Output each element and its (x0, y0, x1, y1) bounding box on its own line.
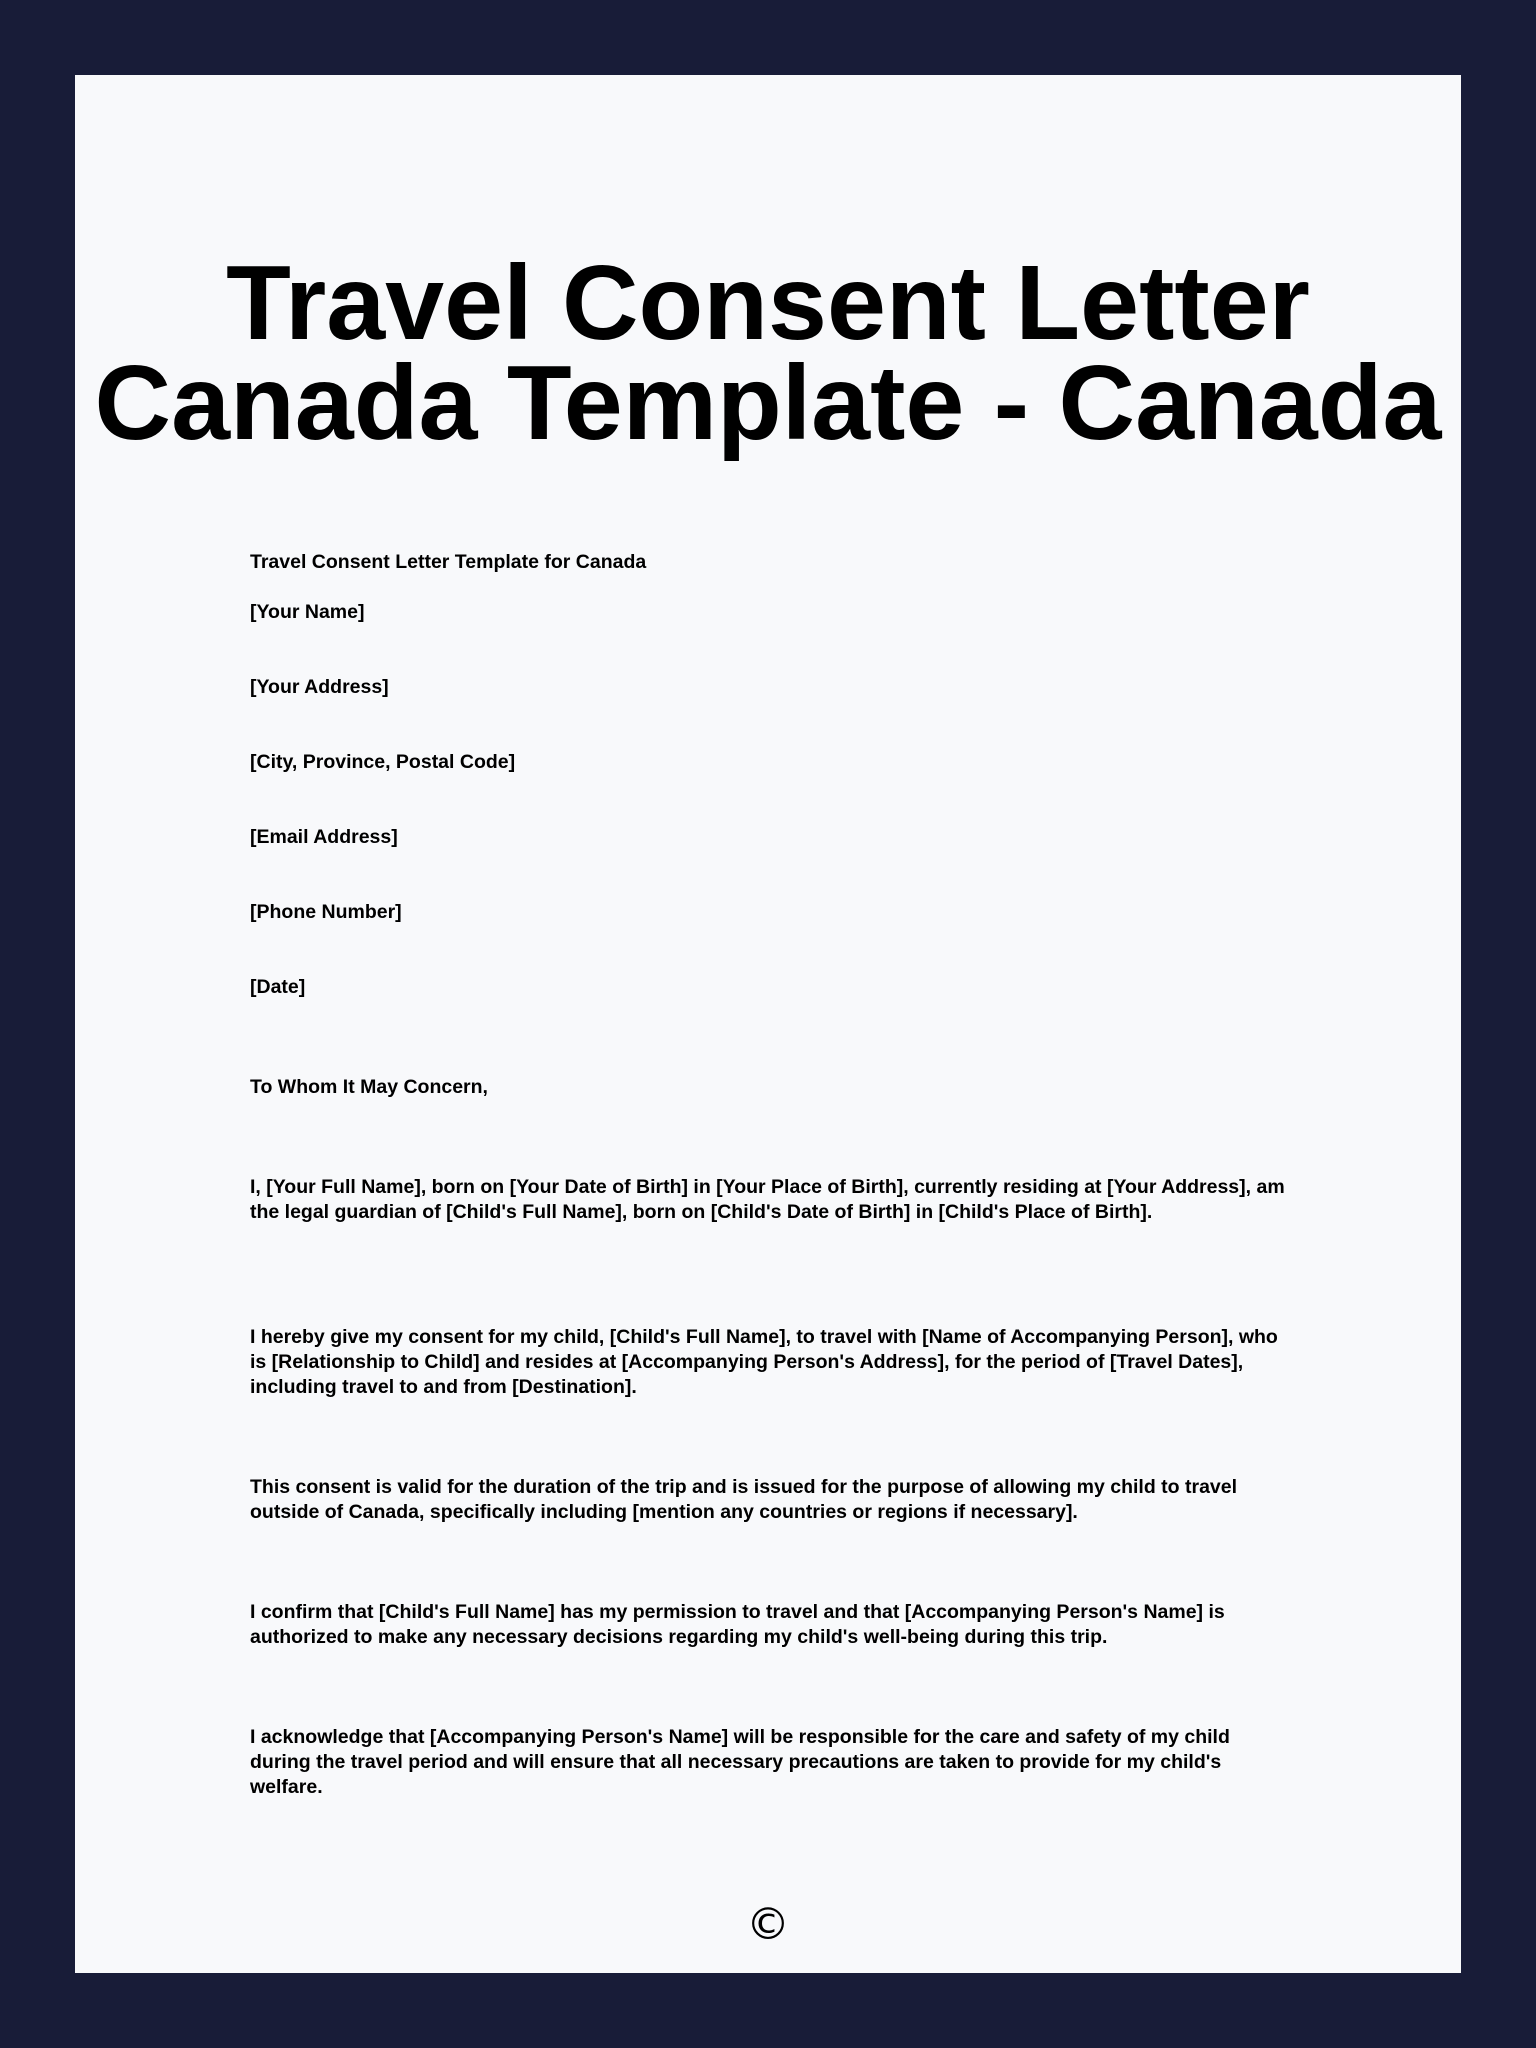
field-your-address: [Your Address] (250, 676, 389, 698)
field-city-province-postal: [City, Province, Postal Code] (250, 751, 516, 773)
field-date: [Date] (250, 976, 306, 998)
field-phone-number: [Phone Number] (250, 901, 402, 923)
paragraph-permission: I confirm that [Child's Full Name] has my permission to travel and that [Accompanying Person's Name] is authorized to make any necessary decisions regarding my child's well-being during this trip. (250, 1601, 1225, 1648)
paragraph-consent: I hereby give my consent for my child, [Child's Full Name], to travel with [Name of Accompanying Person], who is [Relationship to Child] and resides at [Accompanying Person's Address], for the period of [Travel Dates], including travel to and from [Destination]. (250, 1326, 1278, 1398)
document-page (75, 75, 1461, 1973)
paragraph-validity: This consent is valid for the duration of the trip and is issued for the purpose of allowing my child to travel outside of Canada, specifically including [mention any countries or regions if necessary]. (250, 1476, 1238, 1523)
letter-subtitle: Travel Consent Letter Template for Canada (250, 551, 647, 573)
title-line-1: Travel Consent Letter (226, 244, 1310, 362)
title-line-2: Canada Template - Canada (94, 344, 1442, 462)
field-email-address: [Email Address] (250, 826, 398, 848)
field-your-name: [Your Name] (250, 601, 365, 623)
salutation: To Whom It May Concern, (250, 1076, 488, 1098)
copyright-icon: © (746, 1899, 790, 1950)
paragraph-guardian: I, [Your Full Name], born on [Your Date of Birth] in [Your Place of Birth], currently residing at [Your Address], am the legal guardian of [Child's Full Name], born on [Child's Date of Birth] in [Child's Place of Birth]. (250, 1176, 1285, 1223)
document-title (75, 244, 1461, 462)
paragraph-acknowledgement: I acknowledge that [Accompanying Person's Name] will be responsible for the care and safety of my child during the travel period and will ensure that all necessary precautions are taken to provide for my child's welfare. (250, 1726, 1230, 1798)
